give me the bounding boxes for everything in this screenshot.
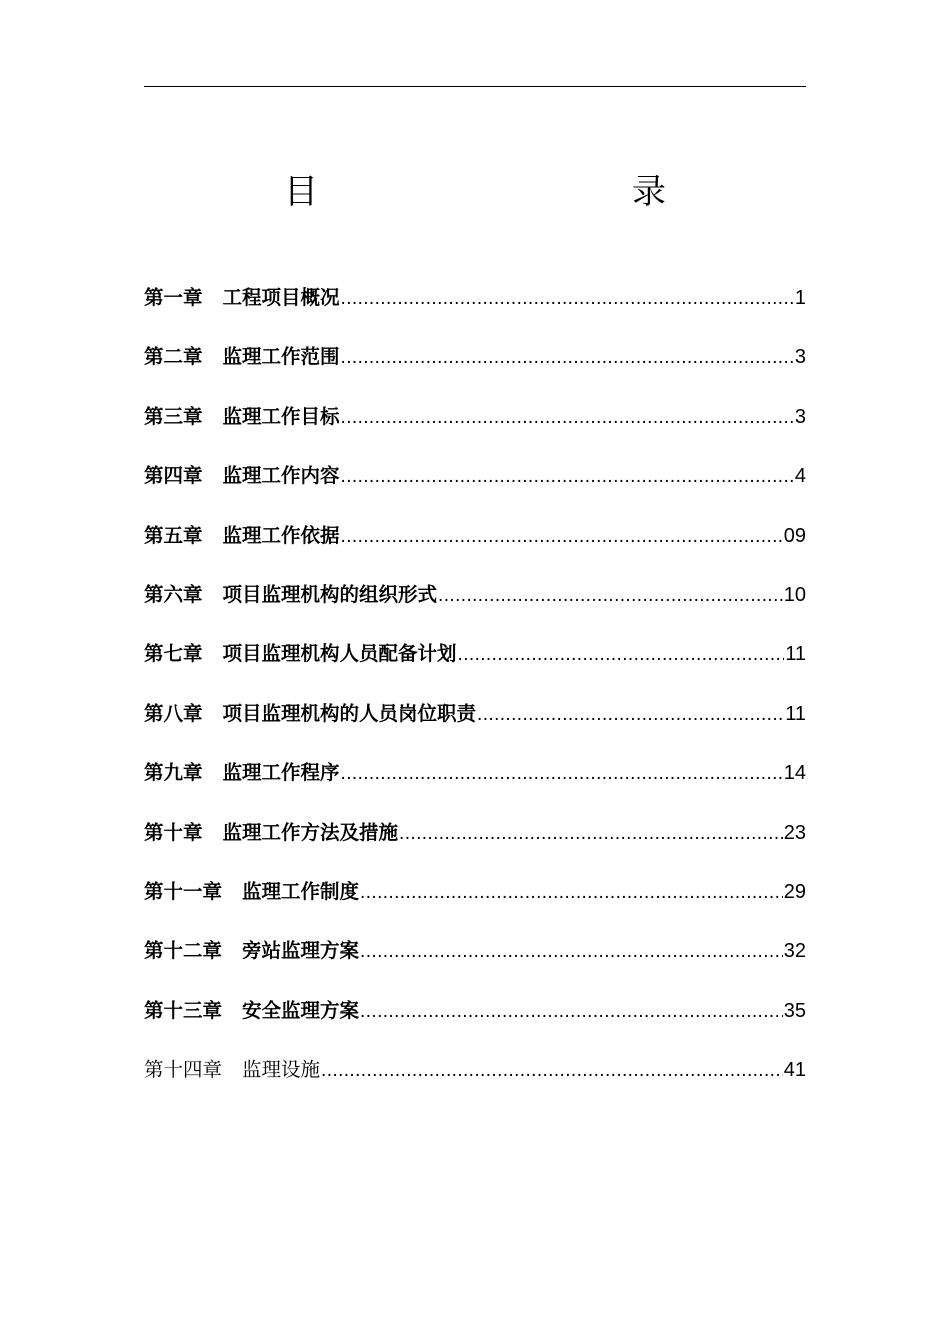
- toc-chapter-number: 第二章: [144, 345, 203, 369]
- toc-entry-2[interactable]: [144, 341, 806, 400]
- toc-chapter-number: 第十章: [144, 820, 203, 844]
- toc-dot-leader: [458, 639, 785, 671]
- toc-dot-leader: [341, 461, 794, 493]
- toc-entry-3[interactable]: [144, 401, 806, 460]
- toc-entry-5[interactable]: [144, 520, 806, 579]
- toc-dot-leader: [360, 936, 783, 968]
- toc-entry-4[interactable]: [144, 460, 806, 519]
- toc-page-number: 1: [794, 287, 806, 309]
- toc-chapter-number: 第四章: [144, 464, 203, 488]
- toc-entry-1[interactable]: [144, 282, 806, 341]
- page-title: 目 录: [284, 172, 748, 212]
- toc-page-number: 4: [794, 465, 806, 488]
- toc-dot-leader: [477, 699, 784, 731]
- header-rule: [144, 86, 806, 87]
- toc-dot-leader: [341, 283, 794, 315]
- toc-chapter-number: 第五章: [144, 523, 203, 547]
- toc-chapter-title: 工程项目概况: [222, 286, 340, 309]
- toc-dot-leader: [321, 1055, 783, 1087]
- toc-chapter-number: 第十一章: [144, 879, 223, 903]
- toc-chapter-title: 项目监理机构人员配备计划: [222, 642, 457, 666]
- toc-chapter-title: 监理工作制度: [242, 879, 360, 903]
- toc-dot-leader: [438, 580, 783, 612]
- toc-chapter-title: 安全监理方案: [242, 998, 360, 1022]
- toc-chapter-title: 监理设施: [242, 1058, 321, 1082]
- toc-page-number: 3: [794, 405, 806, 428]
- toc-entry-9[interactable]: [144, 757, 806, 816]
- toc-chapter-title: 监理工作依据: [222, 523, 340, 547]
- toc-chapter-number: 第十三章: [144, 998, 223, 1022]
- toc-entry-7[interactable]: [144, 638, 806, 697]
- toc-chapter-title: 监理工作内容: [222, 464, 340, 488]
- toc-chapter-title: 监理工作范围: [222, 345, 340, 369]
- toc-page-number: 11: [785, 702, 806, 725]
- table-of-contents: [144, 282, 806, 1113]
- toc-entry-13[interactable]: [144, 995, 806, 1054]
- toc-chapter-number: 第七章: [144, 642, 203, 666]
- toc-dot-leader: [341, 758, 783, 790]
- toc-entry-8[interactable]: [144, 698, 806, 757]
- toc-dot-leader: [341, 521, 783, 553]
- toc-entry-12[interactable]: [144, 935, 806, 994]
- toc-dot-leader: [360, 996, 783, 1028]
- toc-dot-leader: [341, 342, 794, 374]
- toc-chapter-number: 第八章: [144, 701, 203, 725]
- toc-chapter-title: 监理工作目标: [222, 404, 340, 428]
- toc-chapter-number: 第十四章: [144, 1058, 223, 1082]
- toc-chapter-title: 监理工作程序: [222, 761, 340, 785]
- toc-chapter-title: 项目监理机构的组织形式: [222, 582, 438, 606]
- toc-dot-leader: [341, 402, 794, 434]
- toc-page-number: 10: [783, 583, 806, 606]
- toc-chapter-number: 第三章: [144, 404, 203, 428]
- toc-page-number: 32: [783, 940, 806, 963]
- toc-page-number: 29: [783, 880, 806, 903]
- toc-page-number: 23: [783, 821, 806, 844]
- toc-chapter-title: 旁站监理方案: [242, 939, 360, 963]
- toc-chapter-number: 第十二章: [144, 939, 223, 963]
- toc-page-number: 09: [783, 524, 806, 547]
- toc-page-number: 3: [794, 346, 806, 369]
- toc-chapter-title: 监理工作方法及措施: [222, 820, 399, 844]
- toc-chapter-number: 第一章: [144, 286, 203, 309]
- toc-page-number: 35: [783, 999, 806, 1022]
- toc-page-number: 14: [783, 762, 806, 785]
- toc-entry-11[interactable]: [144, 876, 806, 935]
- toc-dot-leader: [360, 877, 783, 909]
- toc-entry-6[interactable]: [144, 579, 806, 638]
- toc-entry-14[interactable]: [144, 1054, 806, 1113]
- toc-chapter-title: 项目监理机构的人员岗位职责: [222, 701, 477, 725]
- toc-dot-leader: [399, 818, 783, 850]
- toc-chapter-number: 第六章: [144, 582, 203, 606]
- toc-chapter-number: 第九章: [144, 761, 203, 785]
- toc-entry-10[interactable]: [144, 817, 806, 876]
- toc-page-number: 11: [785, 643, 806, 666]
- toc-page-number: 41: [783, 1059, 806, 1082]
